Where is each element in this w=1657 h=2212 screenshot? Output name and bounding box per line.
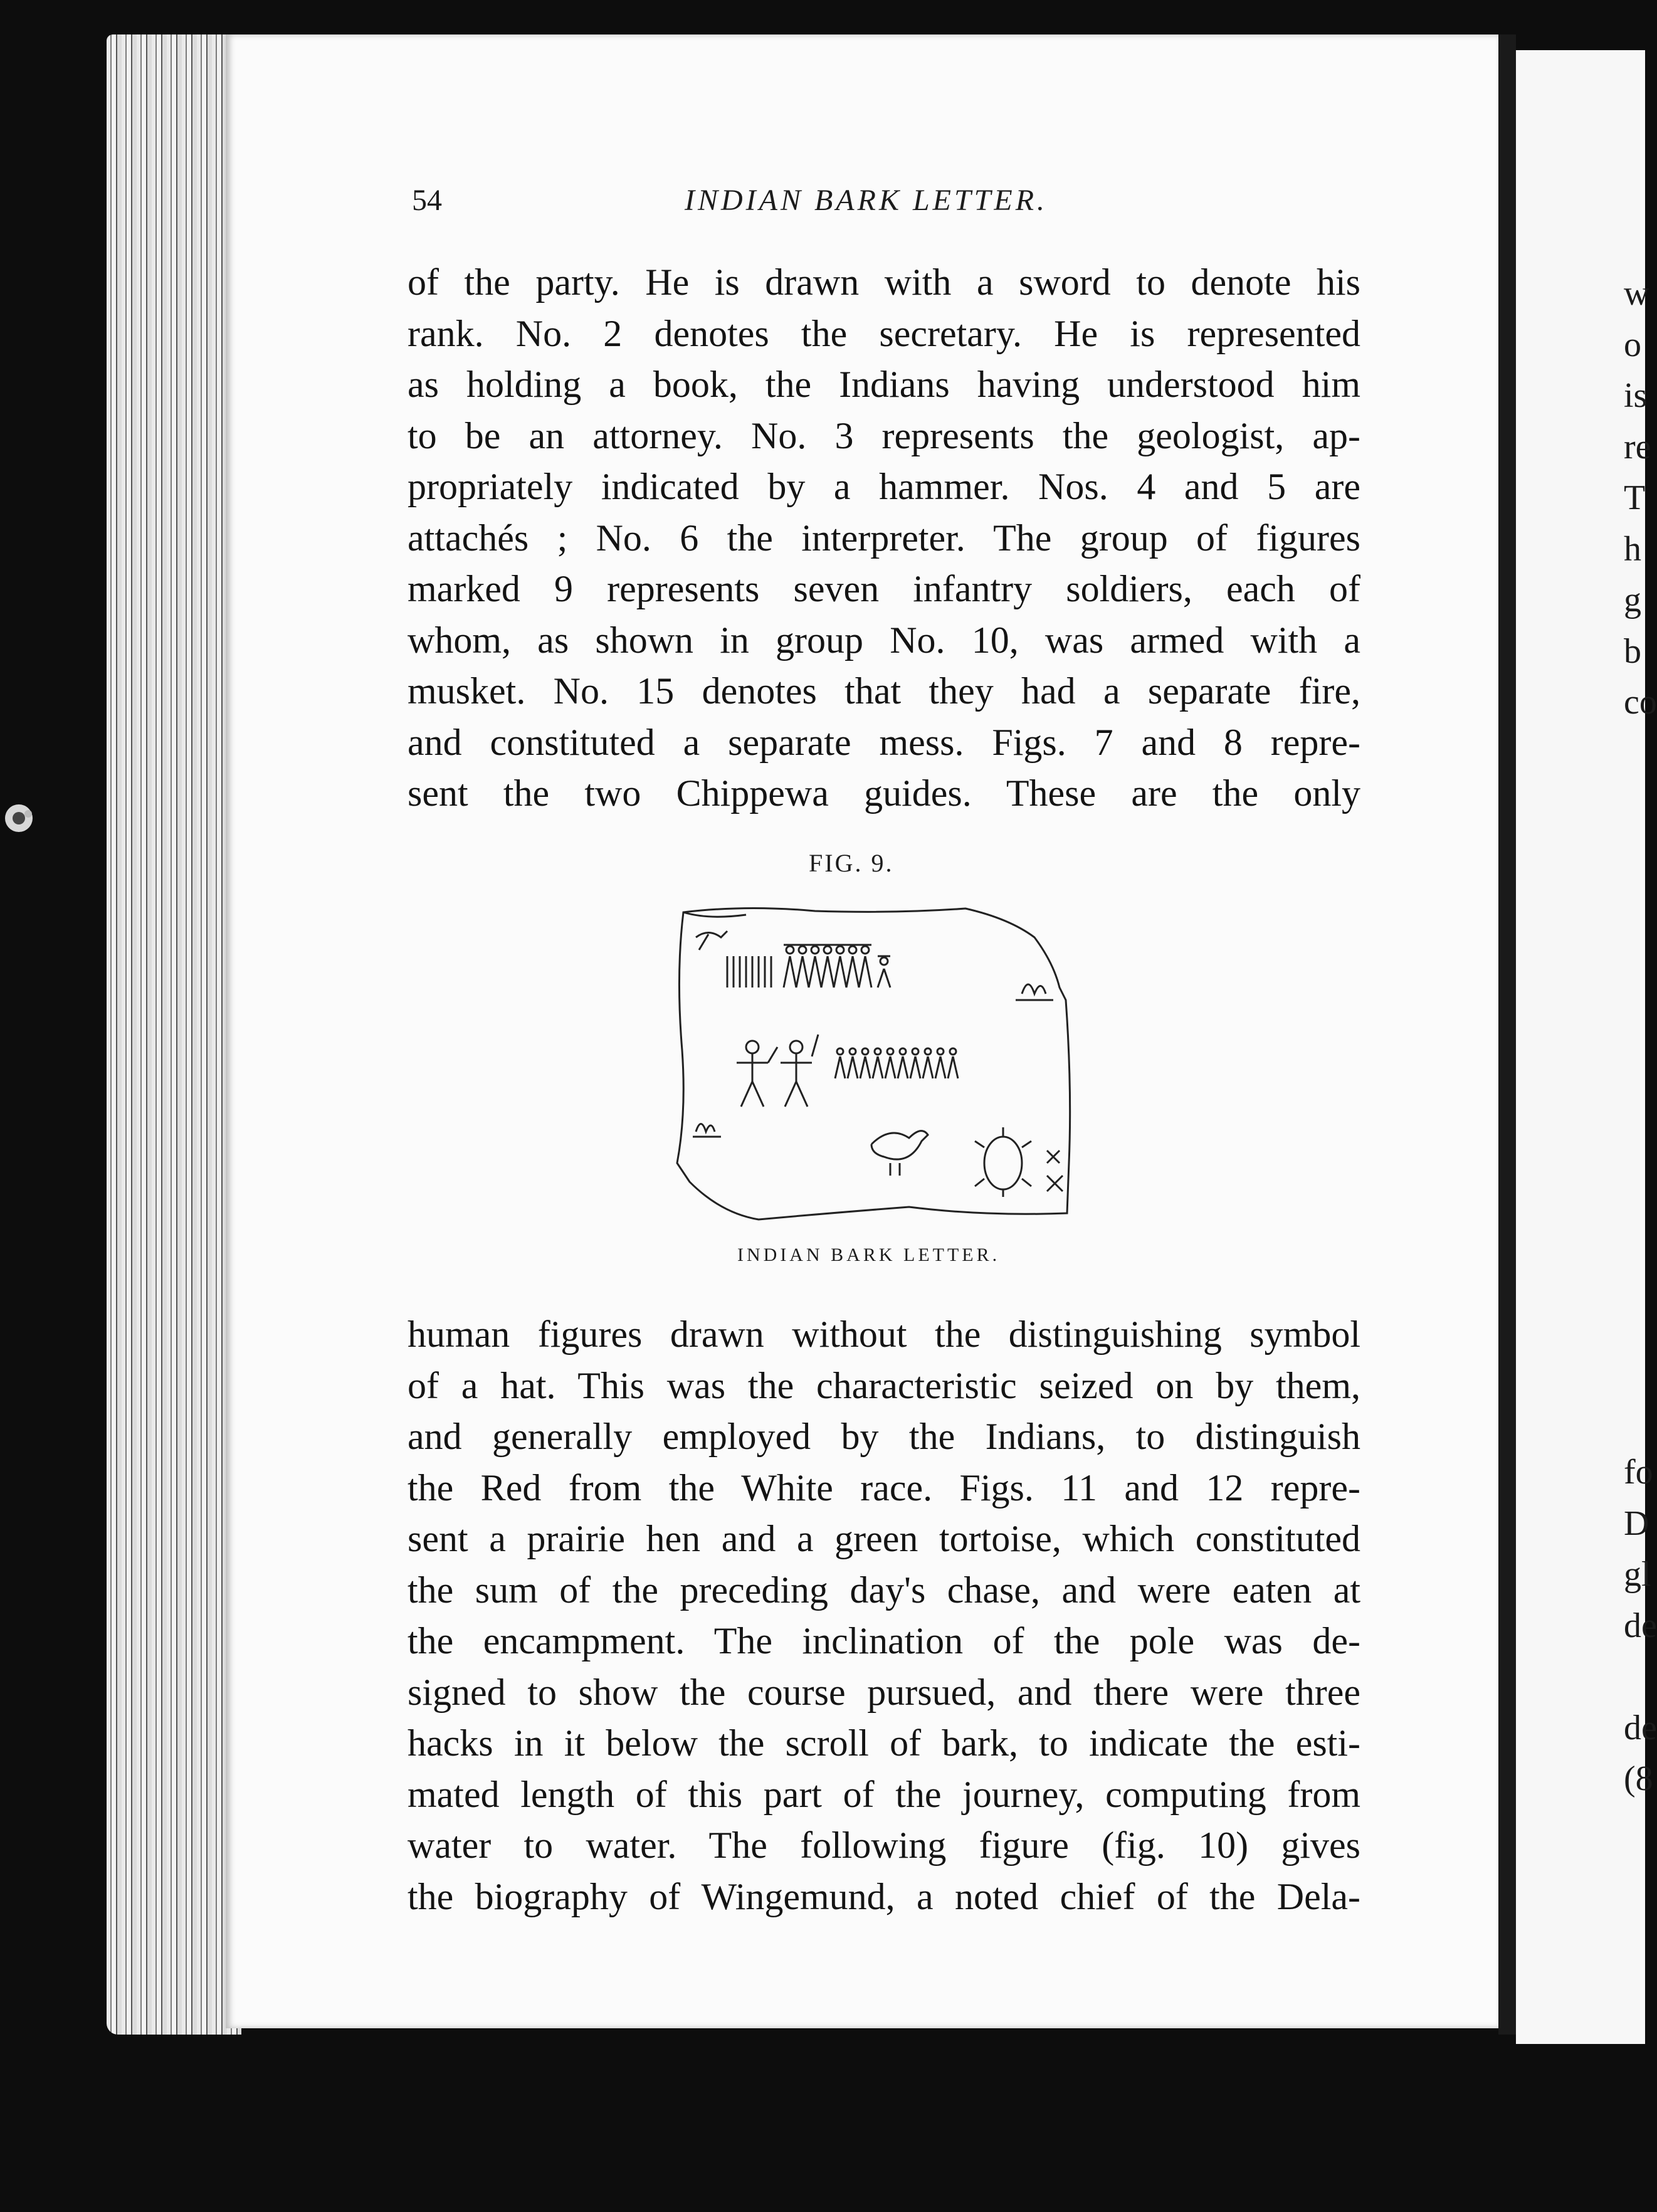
text-line: as holding a book, the Indians having understood him bbox=[408, 364, 1360, 405]
running-title: INDIAN BARK LETTER. bbox=[685, 184, 1048, 217]
text-line: signed to show the course pursued, and there were three bbox=[408, 1671, 1360, 1713]
facing-page-fragment: h bbox=[1624, 529, 1641, 569]
text-line: water to water. The following figure (fig. 10) gives bbox=[408, 1825, 1360, 1866]
facing-page-fragment: is bbox=[1624, 376, 1648, 415]
text-line: the encampment. The inclination of the pole was de- bbox=[408, 1620, 1360, 1662]
facing-page-fragment: (8 bbox=[1624, 1759, 1653, 1798]
bottom-paragraph bbox=[408, 1309, 1360, 1922]
text-line: the Red from the White race. Figs. 11 and 12 repre- bbox=[408, 1467, 1360, 1509]
facing-page-fragment: de bbox=[1624, 1606, 1657, 1645]
facing-page-fragment: fo bbox=[1624, 1453, 1653, 1492]
facing-page-fragment: gl bbox=[1624, 1555, 1651, 1594]
text-line: mated length of this part of the journey, computing from bbox=[408, 1773, 1360, 1815]
facing-page-fragment: de bbox=[1624, 1708, 1657, 1747]
running-head bbox=[412, 183, 1371, 233]
text-line: propriately indicated by a hammer. Nos. 4 and 5 are bbox=[408, 466, 1360, 507]
page-number: 54 bbox=[412, 184, 442, 217]
top-paragraph bbox=[408, 257, 1360, 819]
text-line: to be an attorney. No. 3 represents the geologist, ap- bbox=[408, 414, 1360, 456]
bark-letter-illustration bbox=[671, 900, 1078, 1226]
book-gutter bbox=[1498, 34, 1516, 2035]
facing-page-fragment: o bbox=[1624, 325, 1641, 364]
text-line: of the party. He is drawn with a sword to denote his bbox=[408, 261, 1360, 303]
text-line: sent the two Chippewa guides. These are the only bbox=[408, 772, 1360, 814]
facing-page-fragment: T bbox=[1624, 478, 1646, 517]
text-line: marked 9 represents seven infantry soldiers, each of bbox=[408, 568, 1360, 609]
text-line: sent a prairie hen and a green tortoise, which constituted bbox=[408, 1518, 1360, 1559]
text-line: musket. No. 15 denotes that they had a separate fire, bbox=[408, 670, 1360, 712]
text-line: whom, as shown in group No. 10, was armed with a bbox=[408, 619, 1360, 661]
facing-page-fragment: w bbox=[1624, 274, 1649, 313]
facing-page-fragment: D bbox=[1624, 1504, 1649, 1543]
ink-blot-icon bbox=[0, 796, 44, 840]
text-line: human figures drawn without the distinguishing symbol bbox=[408, 1314, 1360, 1355]
text-line: the sum of the preceding day's chase, and were eaten at bbox=[408, 1569, 1360, 1611]
page-edge-stack bbox=[107, 34, 241, 2035]
text-line: and generally employed by the Indians, to distinguish bbox=[408, 1416, 1360, 1457]
facing-page-fragment: re bbox=[1624, 427, 1651, 466]
text-line: and constituted a separate mess. Figs. 7 and 8 repre- bbox=[408, 721, 1360, 763]
figure-label: FIG. 9. bbox=[809, 849, 894, 877]
facing-page-fragment: b bbox=[1624, 631, 1641, 671]
text-line: the biography of Wingemund, a noted chief of the Dela- bbox=[408, 1875, 1360, 1917]
facing-page-fragment: co bbox=[1624, 683, 1657, 722]
text-line: attachés ; No. 6 the interpreter. The group of figures bbox=[408, 517, 1360, 559]
text-line: rank. No. 2 denotes the secretary. He is represented bbox=[408, 312, 1360, 354]
figure-caption: INDIAN BARK LETTER. bbox=[737, 1245, 1001, 1265]
text-line: hacks in it below the scroll of bark, to indicate the esti- bbox=[408, 1722, 1360, 1764]
text-line: of a hat. This was the characteristic seized on by them, bbox=[408, 1364, 1360, 1406]
facing-page-fragment: g bbox=[1624, 581, 1641, 619]
